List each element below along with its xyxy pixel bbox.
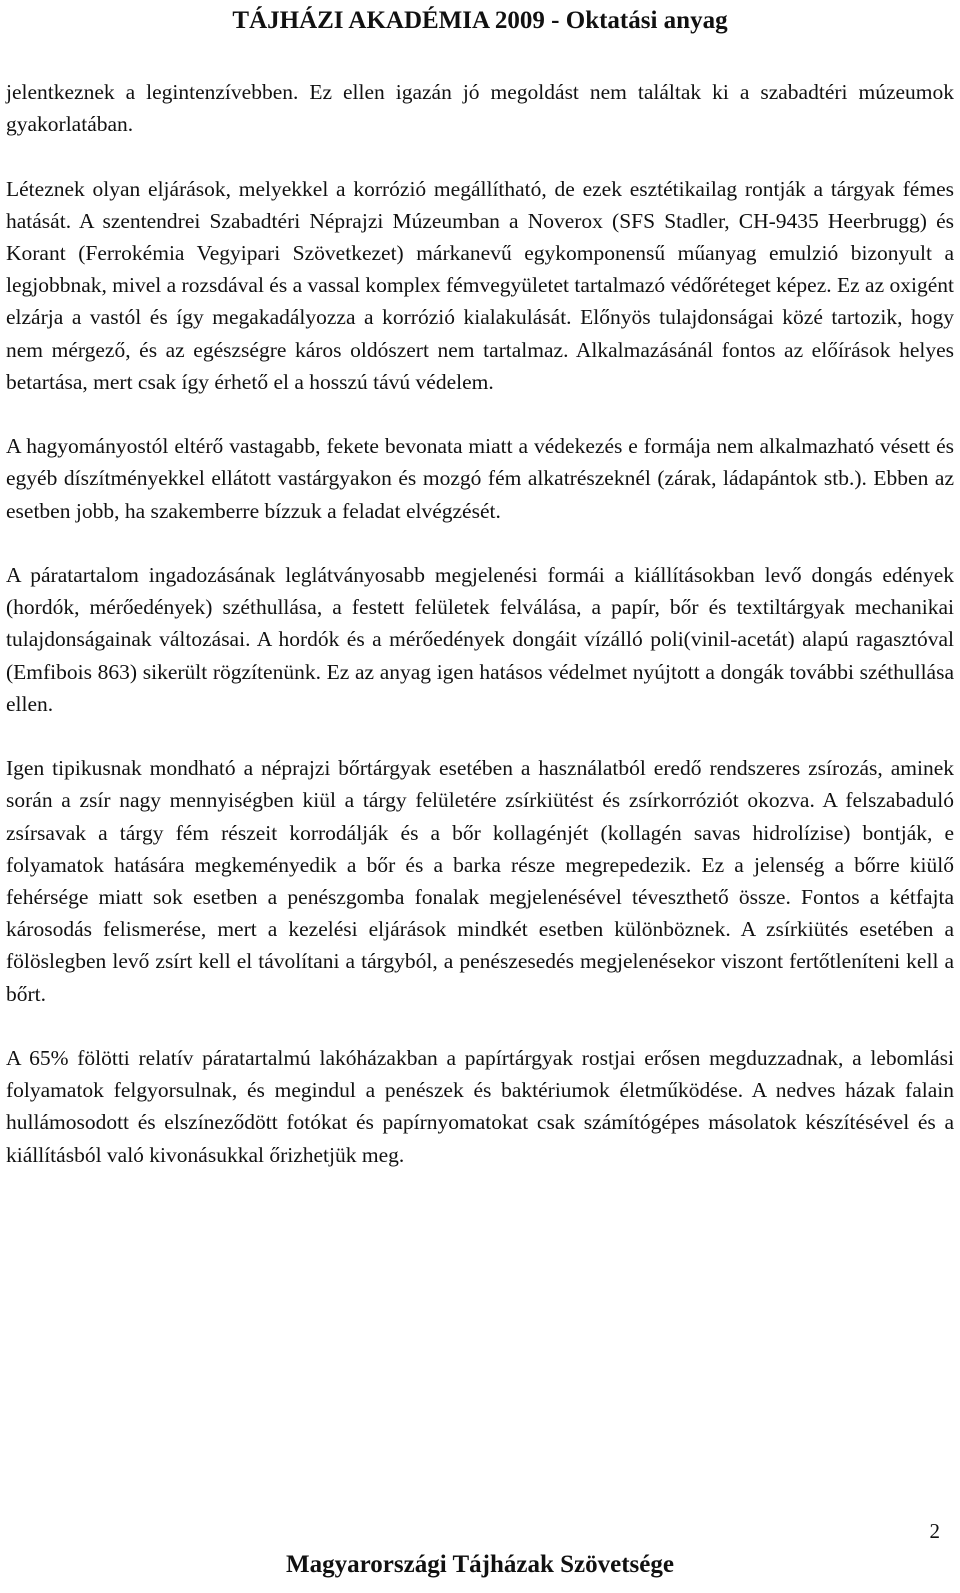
paragraph: A páratartalom ingadozásának leglátványosabb megjelenési formái a kiállításokban levő dongás edények (hordók, mérőedények) széthullása, a festett felületek felválása, a papír, bőr és textiltárgyak mechanikai tulajdonságainak változásai. A hordók és a mérőedények dongáit vízálló poli(vinil-acetát) alapú ragasztóval (Emfibois 863) sikerült rögzítenünk. Ez az anyag igen hatásos védelmet nyújtott a dongák további széthullása ellen.: [6, 563, 954, 716]
paragraph: A 65% fölötti relatív páratartalmú lakóházakban a papírtárgyak rostjai erősen megduzzadnak, a lebomlási folyamatok felgyorsulnak, és megindul a penészek és baktériumok életműködése. A nedves házak falain hullámosodott és elszíneződött fotókat és papírnyomatokat csak számítógépes másolatok készítésével és a kiállításból való kivonásukkal őrizhetjük meg.: [6, 1046, 954, 1167]
paragraph: Léteznek olyan eljárások, melyekkel a korrózió megállítható, de ezek esztétikailag rontják a tárgyak fémes hatását. A szentendrei Szabadtéri Néprajzi Múzeumban a Noverox (SFS Stadler, CH-9435 Heerbrugg) és Korant (Ferrokémia Vegyipari Szövetkezet) márkanevű egykomponensű műanyag emulzió bizonyult a legjobbnak, mivel a rozsdával és a vassal komplex fémvegyületet tartalmazó védőréteget képez. Ez az oxigént elzárja a vastól és így megakadályozza a korrózió kialakulását. Előnyös tulajdonságai közé tartozik, hogy nem mérgező, és az egészségre káros oldószert nem tartalmaz. Alkalmazásánál fontos az előírások helyes betartása, mert csak így érhető el a hosszú távú védelem.: [6, 176, 955, 394]
paragraph: Igen tipikusnak mondható a néprajzi bőrtárgyak esetében a használatból eredő rendszeres zsírozás, aminek során a zsír nagy mennyiségben kiül a tárgy felületére zsírkiütést és zsírkorróziót okozva. A felszabaduló zsírsavak a tárgy fém részeit korrodálják és a bőr kollagénjét (kollagén savas hidrolízise) bontják, e folyamatok hatására megkeményedik a bőr és a barka része megrepedezik. Ez a jelenség a bőrre kiülő fehérsége miatt sok esetben a penészgomba fonalak megjelenésével téveszthető össze. Fontos a kétfajta károsodás felismerése, mert a kezelési eljárások mindkét esetben különböznek. A zsírkiütés esetében a fölöslegben levő zsírt kell el távolítani a tárgyból, a penészesedés megjelenésekor viszont fertőtleníteni kell a bőrt.: [6, 756, 954, 1006]
page-number: 2: [929, 1519, 940, 1543]
paragraph: A hagyományostól eltérő vastagabb, fekete bevonata miatt a védekezés e formája nem alkalmazható vésett és egyéb díszítményekkel ellátott vastárgyakon és mozgó fém alkatrészeknél (zárak, ládapántok stb.). Ebben az esetben jobb, ha szakemberre bízzuk a feladat elvégzését.: [6, 434, 954, 523]
document-body: [6, 76, 954, 1203]
document-header: [0, 4, 960, 38]
document-footer: [0, 1548, 960, 1582]
paragraph: jelentkeznek a legintenzívebben. Ez ellen igazán jó megoldást nem találtak ki a szabadtéri múzeumok gyakorlatában.: [6, 80, 954, 137]
header-title: TÁJHÁZI AKADÉMIA 2009 - Oktatási anyag: [232, 7, 728, 34]
footer-organization: Magyarországi Tájházak Szövetsége: [286, 1551, 674, 1578]
